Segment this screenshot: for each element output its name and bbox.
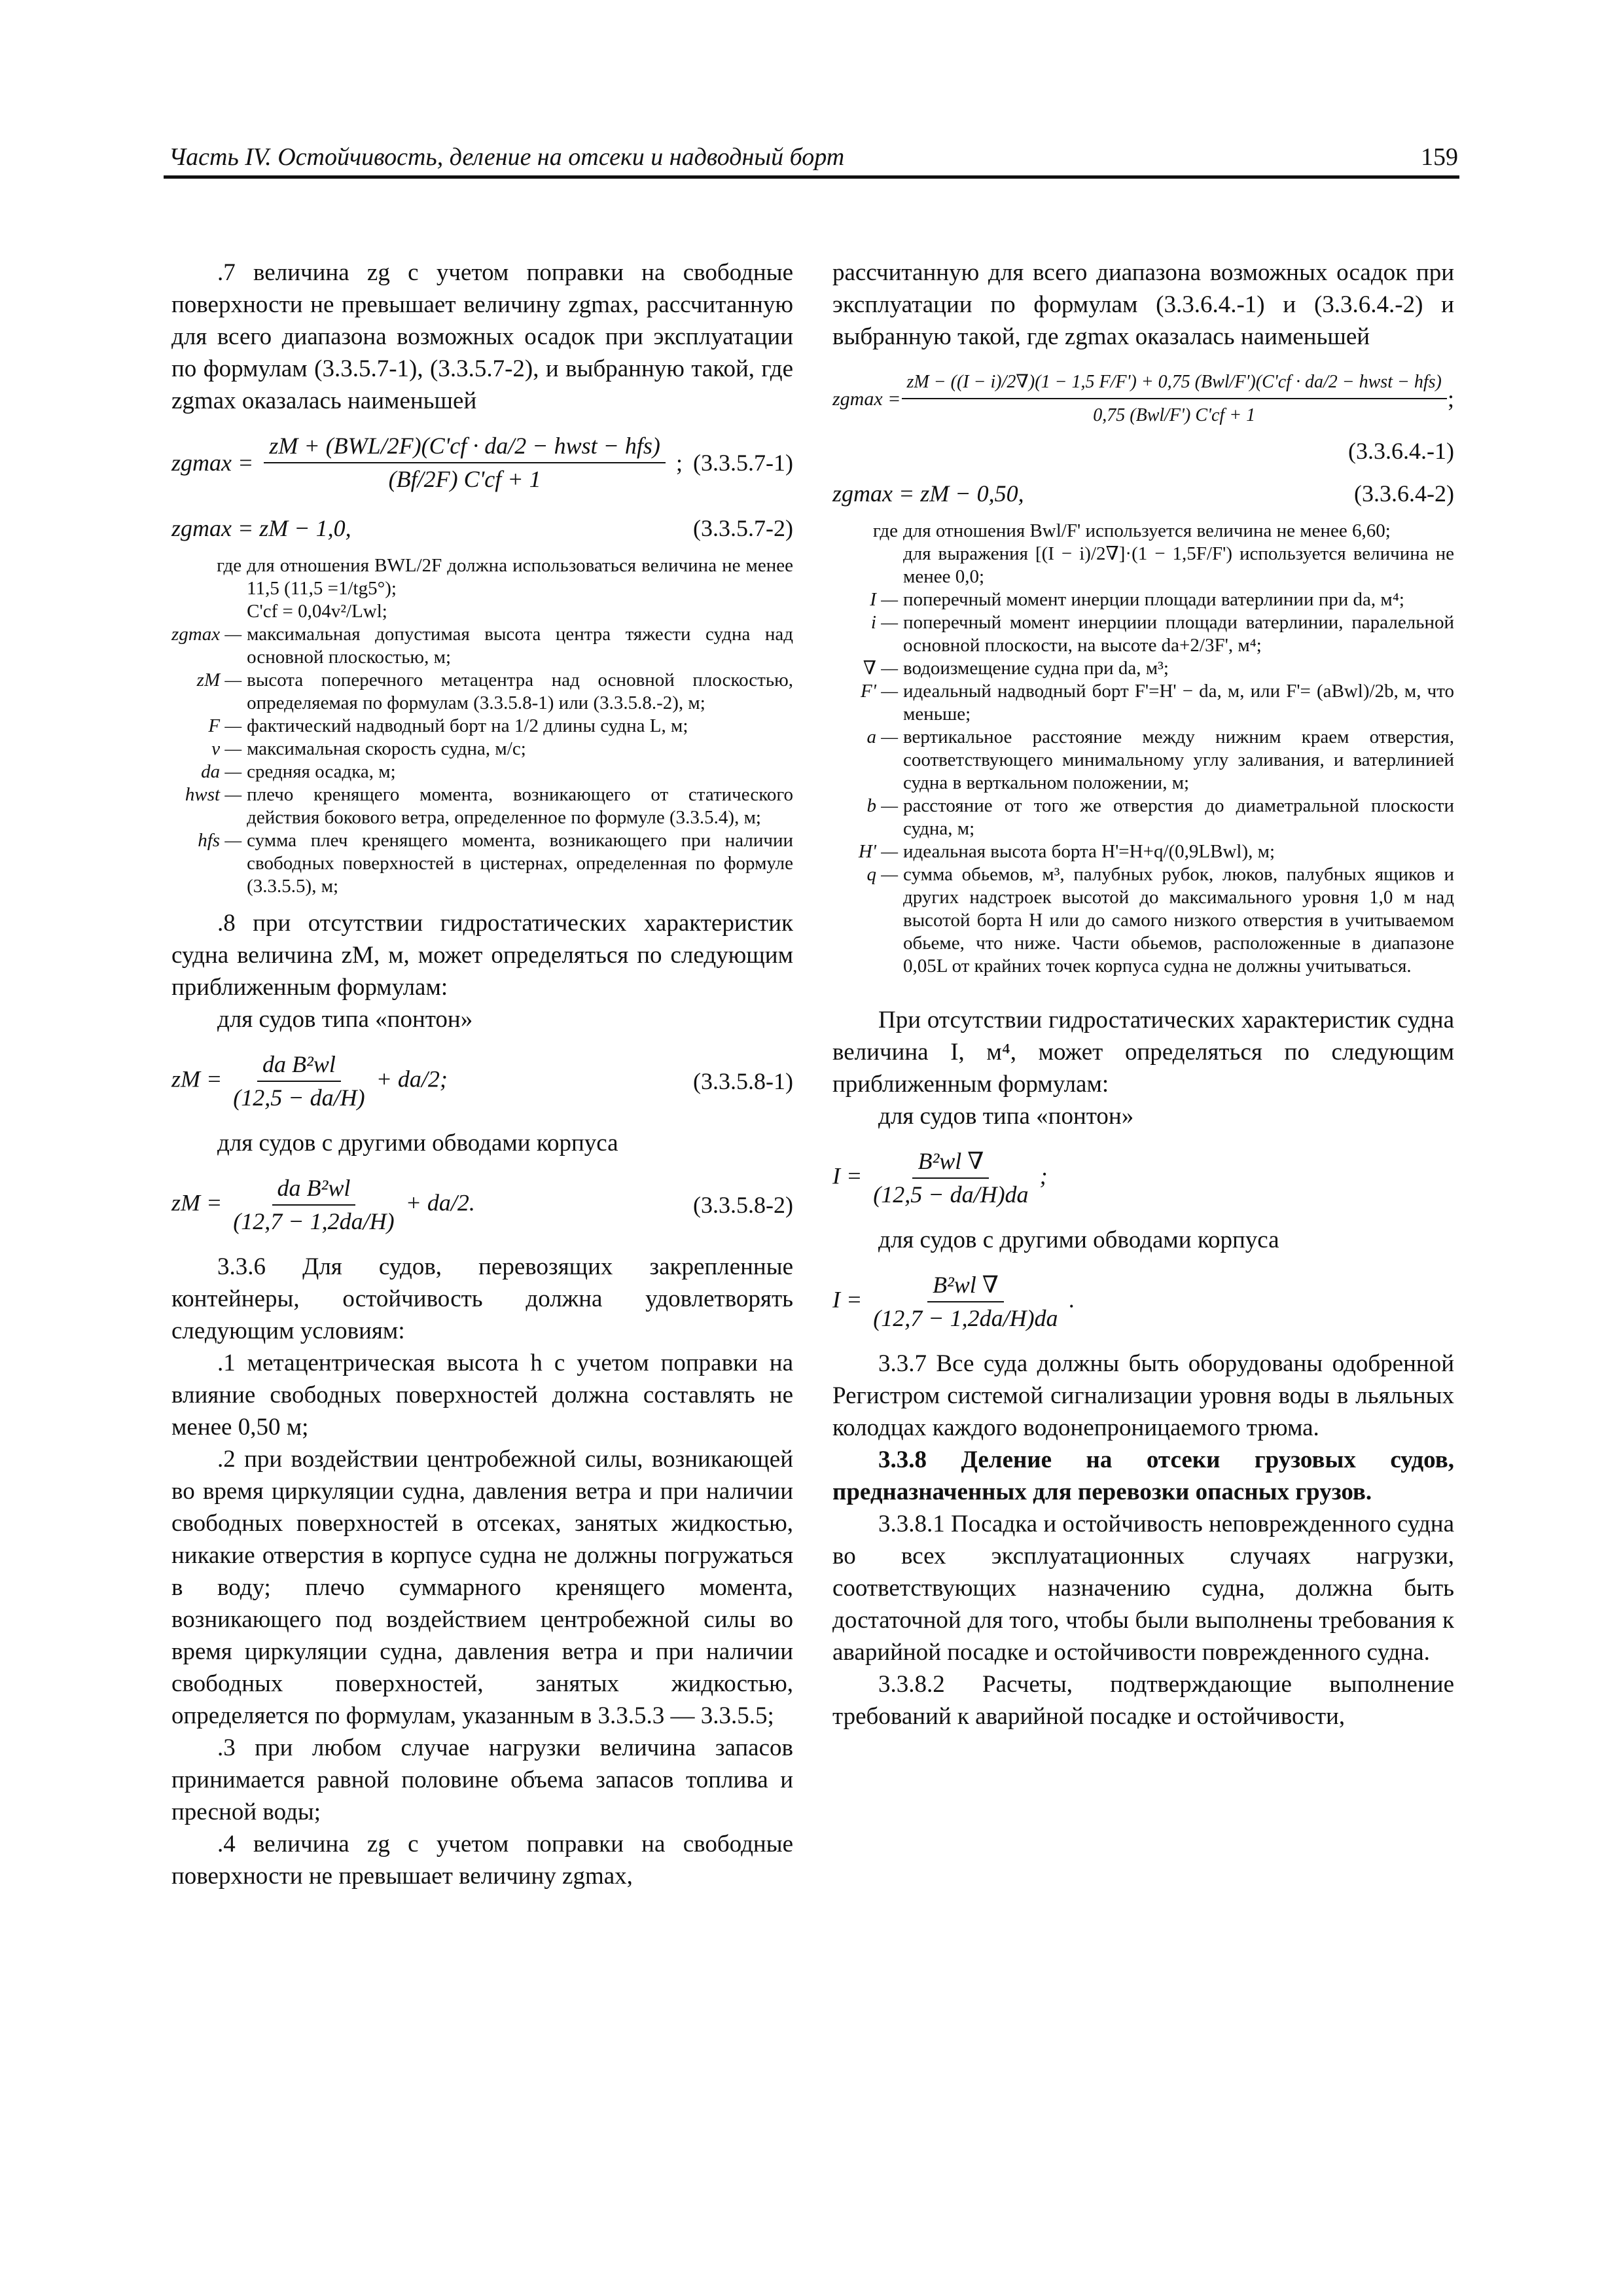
formula-numerator: zM + (BWL/2F)(C'cf · da/2 − hwst − hfs) bbox=[264, 430, 666, 463]
section-3-3-8-2: 3.3.8.2 Расчеты, подтверждающие выполнение требований к аварийной посадке и остойчивости, bbox=[832, 1671, 1454, 1730]
section-3-3-6: 3.3.6 Для судов, перевозящих закрепленные контейнеры, остойчивость должна удовлетворять следующим условиям: bbox=[171, 1253, 793, 1344]
definition-row: где для отношения Bwl/F' используется величина не менее 6,60; bbox=[872, 520, 1391, 541]
formula-I-other bbox=[832, 1263, 1454, 1341]
formula-label: (3.3.5.8-2) bbox=[693, 1191, 793, 1218]
running-header: Часть IV. Остойчивость, деление на отсеки и надводный борт bbox=[169, 143, 845, 171]
definition-row: H' — идеальная высота борта H'=H+q/(0,9LBwl), м; bbox=[858, 841, 1275, 862]
left-column bbox=[171, 257, 793, 1892]
ponton-caption: для судов типа «понтон» bbox=[217, 1006, 473, 1033]
formula-fraction bbox=[264, 430, 666, 495]
formula-label: (3.3.6.4-2) bbox=[1354, 480, 1454, 507]
condition-1: .1 метацентрическая высота h с учетом поправки на влияние свободных поверхностей должна составлять не менее 0,50 м; bbox=[171, 1350, 793, 1441]
formula-separator: ; bbox=[1447, 385, 1454, 412]
formula-fraction bbox=[902, 366, 1447, 431]
section-3-3-7: 3.3.7 Все суда должны быть оборудованы одобренной Регистром системой сигнализации уровня воды в льяльных колодцах каждого водонепроницаемого трюма. bbox=[832, 1350, 1454, 1441]
formula-3-3-5-8-1 bbox=[171, 1042, 793, 1121]
formula-label: (3.3.5.8-1) bbox=[693, 1067, 793, 1094]
formula-denominator: (Bf/2F) C'cf + 1 bbox=[388, 466, 541, 492]
definition-row: zM — высота поперечного метацентра над основной плоскостью, определяемая по формулам (3.3.5.8-1) или (3.3.5.8.-2), м; bbox=[196, 670, 793, 713]
definitions-list bbox=[832, 520, 1454, 978]
formula-3-3-5-7-2 bbox=[171, 509, 793, 548]
other-hull-caption: для судов с другими обводами корпуса bbox=[878, 1227, 1279, 1253]
definition-row: hwst — плечо кренящего момента, возникающего от статического действия бокового ветра, определенное по формуле (3.3.5.4), м; bbox=[185, 784, 793, 828]
definition-row: v — максимальная скорость судна, м/с; bbox=[211, 738, 526, 759]
formula-expression: I = $\frac{\text{B²wl ∇}}{(12,7 - 1,2da/H)da}$ . bbox=[832, 1269, 1075, 1335]
page-number: 159 bbox=[1421, 143, 1458, 171]
definition-row: где для отношения BWL/2F должна использоваться величина не менее 11,5 (11,5 =1/tg5°); bbox=[217, 555, 793, 599]
formula-label: (3.3.6.4.-1) bbox=[1348, 438, 1454, 464]
definition-row: da — средняя осадка, м; bbox=[201, 761, 396, 782]
definition-row: q — сумма обьемов, м³, палубных рубок, люков, палубных ящиков и других надстроек высотой до максимального уровня 1,0 м над высотой борта H или до самого низкого отверстия в учитываемом обьеме, что ниже. Части обьемов, расположенные в диапазоне 0,05L от крайних точек корпуса судна не должны учитываться. bbox=[866, 864, 1454, 977]
definition-row: I — поперечный момент инерции площади ватерлинии при da, м⁴; bbox=[870, 589, 1404, 610]
formula-expression: zM = $\frac{\text{da B²wl}}{(12,7 - 1,2da/H)}$ + da/2. bbox=[171, 1172, 475, 1238]
definitions-list bbox=[171, 554, 793, 898]
condition-3: .3 при любом случае нагрузки величина запасов принимается равной половине объема запасов топлива и пресной воды; bbox=[171, 1734, 793, 1825]
formula-lhs: zgmax = bbox=[832, 387, 901, 410]
formula-3-3-6-4-1 bbox=[832, 359, 1454, 438]
formula-expression: zgmax = zM − 1,0, bbox=[171, 514, 351, 541]
formula-3-3-6-4-2 bbox=[832, 474, 1454, 513]
definition-row: для выражения [(I − i)/2∇]·(1 − 1,5F/F') используется величина не менее 0,0; bbox=[903, 543, 1454, 587]
condition-4: .4 величина zg с учетом поправки на свободные поверхности не превышает величину zgmax, bbox=[171, 1831, 793, 1890]
formula-expression: zM = $\frac{\text{da B²wl}}{(12,5 - da/H)}$ + da/2; bbox=[171, 1049, 448, 1114]
formula-I-ponton bbox=[832, 1139, 1454, 1217]
header-rule bbox=[164, 175, 1459, 179]
paragraph-item-7: .7 величина zg с учетом поправки на свободные поверхности не превышает величину zgmax, рассчитанную для всего диапазона возможных осадок при эксплуатации по формулам (3.3.5.7-1), (3.3.5.7-2), и выбранную такой, где zgmax оказалась наименьшей bbox=[171, 259, 793, 414]
formula-expression: I = $\frac{\text{B²wl ∇}}{(12,5 - da/H)da}$ ; bbox=[832, 1145, 1048, 1211]
formula-label: (3.3.5.7-1) bbox=[693, 449, 793, 476]
formula-denominator: 0,75 (Bwl/F') C'cf + 1 bbox=[1093, 405, 1256, 425]
formula-lhs: zgmax = bbox=[171, 449, 254, 476]
formula-3-3-5-7-1 bbox=[171, 423, 793, 502]
definition-row: hfs — сумма плеч кренящего момента, возникающего при наличии свободных поверхностей в цистернах, определенная по формуле (3.3.5.5), м; bbox=[198, 830, 793, 897]
paragraph-item-8: .8 при отсутствии гидростатических характеристик судна величина zM, м, может определяться по следующим приближенным формулам: bbox=[171, 910, 793, 1001]
formula-numerator: zM − ((I − i)/2∇)(1 − 1,5 F/F') + 0,75 (Bwl/F')(C'cf · da/2 − hwst − hfs) bbox=[902, 366, 1447, 399]
formula-3-3-5-8-2 bbox=[171, 1166, 793, 1244]
definition-row: F — фактический надводный борт на 1/2 длины судна L, м; bbox=[208, 715, 688, 736]
definition-row: a — вертикальное расстояние между нижним краем отверстия, соответствующего минимальному углу заливания, и ватерлинией судна в верткальном положении, м; bbox=[866, 726, 1454, 793]
definition-row: b — расстояние от того же отверстия до диаметральной плоскости судна, м; bbox=[866, 795, 1454, 839]
definition-row: C'cf = 0,04v²/Lwl; bbox=[247, 601, 387, 622]
formula-separator: ; bbox=[675, 449, 683, 476]
right-column bbox=[832, 257, 1454, 1732]
definition-row: i — поперечный момент инерциии площади ватерлинии, паралельной основной плоскости, на высоте da+2/3F', м⁴; bbox=[870, 612, 1454, 656]
formula-expression: zgmax = zM − 0,50, bbox=[832, 480, 1024, 507]
section-3-3-8-1: 3.3.8.1 Посадка и остойчивость неповрежденного судна во всех эксплуатационных случаях нагрузки, соответствующих назначению судна, должна быть достаточной для того, чтобы были выполнены требования к аварийной посадке и остойчивости поврежденного судна. bbox=[832, 1511, 1454, 1666]
definition-row: F' — идеальный надводный борт F'=H' − da, м, или F'= (aBwl)/2b, м, что меньше; bbox=[861, 681, 1454, 725]
condition-2: .2 при воздействии центробежной силы, возникающей во время циркуляции судна, давления ветра и при наличии свободных поверхностей в отсеках, занятых жидкостью, никакие отверстия в корпусе судна не должны погружаться в воду; плечо суммарного кренящего момента, возникающего под воздействием центробежной силы во время циркуляции судна, давления ветра и при наличии свободных поверхностей, занятых жидкостью, определяется по формулам, указанным в 3.3.5.3 — 3.3.5.5; bbox=[171, 1446, 793, 1729]
paragraph-no-hydrostatics: При отсутствии гидростатических характеристик судна величина I, м⁴, может определяться по следующим приближенным формулам: bbox=[832, 1007, 1454, 1098]
section-3-3-8-heading: 3.3.8 Деление на отсеки грузовых судов, предназначенных для перевозки опасных грузов. bbox=[832, 1446, 1454, 1505]
other-hull-caption: для судов с другими обводами корпуса bbox=[217, 1130, 618, 1157]
formula-label: (3.3.5.7-2) bbox=[693, 514, 793, 541]
definition-row: zgmax — максимальная допустимая высота центра тяжести судна над основной плоскостью, м; bbox=[171, 624, 793, 668]
ponton-caption: для судов типа «понтон» bbox=[878, 1103, 1134, 1130]
continuation-paragraph: рассчитанную для всего диапазона возможных осадок при эксплуатации по формулам (3.3.6.4.-1) и (3.3.6.4.-2) и выбранную такой, где zgmax оказалась наименьшей bbox=[832, 259, 1454, 350]
definition-row: ∇ — водоизмещение судна при da, м³; bbox=[863, 658, 1169, 679]
